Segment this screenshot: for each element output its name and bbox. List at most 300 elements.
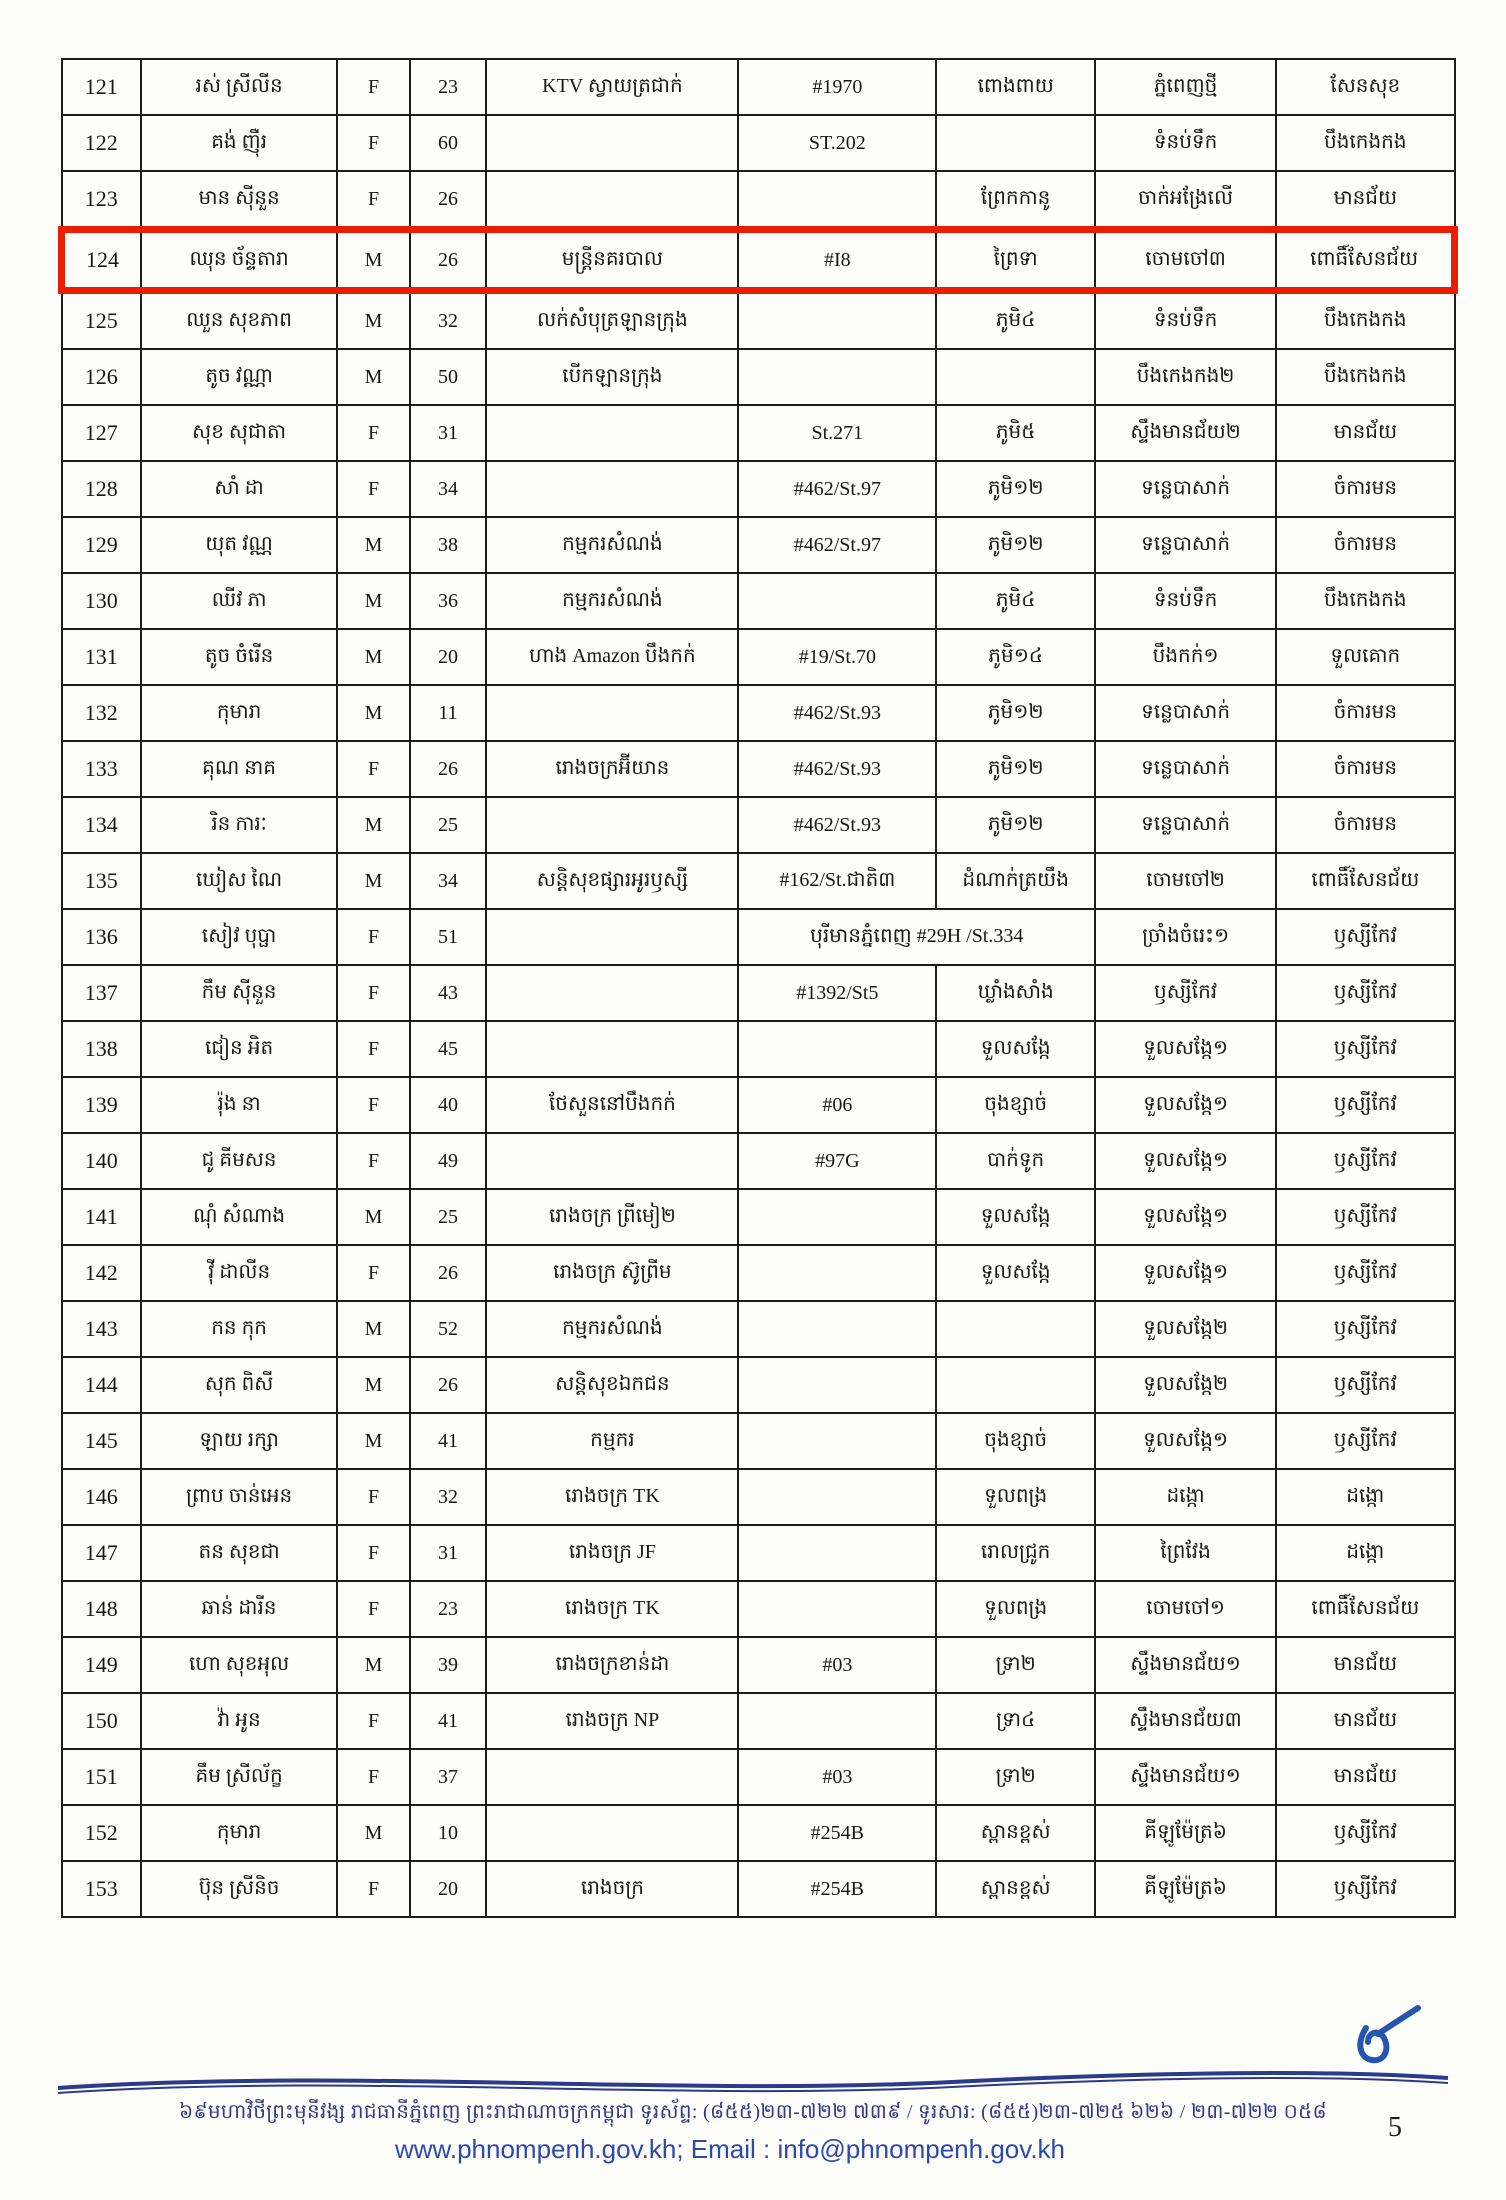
table-cell: #254B <box>738 1805 936 1861</box>
table-cell: ភូមិ១២ <box>936 517 1095 573</box>
table-cell: កម្មករ <box>486 1413 738 1469</box>
table-cell: 26 <box>410 171 487 230</box>
table-cell: 38 <box>410 517 487 573</box>
table-cell: រោងចក្រអ៊ីយាន <box>486 741 738 797</box>
table-cell: រោងចក្រ TK <box>486 1581 738 1637</box>
table-cell: ទួលពង្រ <box>936 1581 1095 1637</box>
table-cell: រោងចក្រ TK <box>486 1469 738 1525</box>
table-row <box>62 230 1455 291</box>
table-cell: ឫស្សីកែវ <box>1276 1805 1454 1861</box>
table-cell: #03 <box>738 1637 936 1693</box>
table-row <box>62 59 1455 115</box>
table-cell: 152 <box>62 1805 141 1861</box>
table-cell: 131 <box>62 629 141 685</box>
table-cell: 139 <box>62 1077 141 1133</box>
table-cell: ទំនប់ទឹក <box>1095 291 1276 350</box>
table-cell: ចុងខ្សាច់ <box>936 1413 1095 1469</box>
table-cell: សែនសុខ <box>1276 59 1454 115</box>
table-cell: 123 <box>62 171 141 230</box>
table-cell: ដំណាក់ត្រយឹង <box>936 853 1095 909</box>
table-cell: គឹម ស្រីល័ក្ខ <box>141 1749 337 1805</box>
table-cell: វ៉ី ដាលីន <box>141 1245 337 1301</box>
table-cell: ទួលសង្កែ១ <box>1095 1413 1276 1469</box>
table-row <box>62 291 1455 350</box>
table-cell: 127 <box>62 405 141 461</box>
table-cell: #462/St.93 <box>738 741 936 797</box>
table-row <box>62 629 1455 685</box>
table-cell: ទួលសង្កែ <box>936 1245 1095 1301</box>
table-cell: តន សុខជា <box>141 1525 337 1581</box>
table-cell: 153 <box>62 1861 141 1917</box>
table-row <box>62 853 1455 909</box>
table-cell: រោងចក្រខាន់ដា <box>486 1637 738 1693</box>
table-cell: 129 <box>62 517 141 573</box>
table-cell: 126 <box>62 349 141 405</box>
table-cell: 11 <box>410 685 487 741</box>
table-cell: 10 <box>410 1805 487 1861</box>
table-cell: ភូមិ១២ <box>936 797 1095 853</box>
table-cell <box>486 1749 738 1805</box>
table-cell: គីឡូម៉ែត្រ៦ <box>1095 1805 1276 1861</box>
table-cell: កឹម ស៊ីនួន <box>141 965 337 1021</box>
table-cell: M <box>337 1189 409 1245</box>
table-cell: ចំការមន <box>1276 461 1454 517</box>
table-cell: F <box>337 741 409 797</box>
table-cell: #462/St.97 <box>738 461 936 517</box>
table-cell: #1970 <box>738 59 936 115</box>
table-cell: បឹងកេងកង <box>1276 115 1454 171</box>
table-cell: 145 <box>62 1413 141 1469</box>
table-cell: 147 <box>62 1525 141 1581</box>
table-row <box>62 1021 1455 1077</box>
table-cell <box>738 349 936 405</box>
table-cell: ច្រាំងចំរេះ១ <box>1095 909 1276 965</box>
table-cell: 49 <box>410 1133 487 1189</box>
table-cell: #97G <box>738 1133 936 1189</box>
table-cell: ចំការមន <box>1276 741 1454 797</box>
table-cell: ទន្លេបាសាក់ <box>1095 517 1276 573</box>
table-cell: គុណ នាគ <box>141 741 337 797</box>
table-cell <box>936 115 1095 171</box>
table-cell: ដង្កោ <box>1095 1469 1276 1525</box>
table-cell: ឃ្លាំងសាំង <box>936 965 1095 1021</box>
table-cell: បុរីមានភ្នំពេញ #29H /St.334 <box>738 909 1095 965</box>
table-cell <box>738 1021 936 1077</box>
table-cell: ពោធិ៍សែនជ័យ <box>1276 1581 1454 1637</box>
table-cell: ទន្លេបាសាក់ <box>1095 461 1276 517</box>
table-cell: ដង្កោ <box>1276 1525 1454 1581</box>
table-cell <box>486 797 738 853</box>
table-cell <box>738 171 936 230</box>
table-cell: ទន្លេបាសាក់ <box>1095 685 1276 741</box>
table-cell: 31 <box>410 1525 487 1581</box>
table-cell: ឈីវ ភា <box>141 573 337 629</box>
table-cell: 51 <box>410 909 487 965</box>
table-cell: ស្ទឹងមានជ័យ៣ <box>1095 1693 1276 1749</box>
table-cell: ភូមិ១២ <box>936 741 1095 797</box>
table-cell: #254B <box>738 1861 936 1917</box>
table-cell: សន្តិសុខផ្សារអូរឫស្សី <box>486 853 738 909</box>
table-cell: 122 <box>62 115 141 171</box>
table-cell: #162/St.ជាតិ៣ <box>738 853 936 909</box>
table-cell: 136 <box>62 909 141 965</box>
table-cell: 125 <box>62 291 141 350</box>
table-cell: 132 <box>62 685 141 741</box>
table-row <box>62 573 1455 629</box>
table-row <box>62 1805 1455 1861</box>
table-cell: M <box>337 1805 409 1861</box>
table-cell: ព្រៃវែង <box>1095 1525 1276 1581</box>
table-cell: ភូមិ៤ <box>936 291 1095 350</box>
table-cell: #I8 <box>738 230 936 291</box>
table-cell: M <box>337 230 409 291</box>
table-cell <box>738 1469 936 1525</box>
pen-checkmark-icon <box>1352 2004 1430 2068</box>
table-cell: ចោមចៅ២ <box>1095 853 1276 909</box>
table-cell: 144 <box>62 1357 141 1413</box>
table-cell: 52 <box>410 1301 487 1357</box>
table-cell: 137 <box>62 965 141 1021</box>
table-row <box>62 461 1455 517</box>
table-cell: M <box>337 1637 409 1693</box>
table-cell: ទំនប់ទឹក <box>1095 573 1276 629</box>
table-cell: ភូមិ៤ <box>936 573 1095 629</box>
table-cell <box>486 1021 738 1077</box>
table-row <box>62 965 1455 1021</box>
page-number: 5 <box>1388 2112 1402 2143</box>
table-cell: ទួលគោក <box>1276 629 1454 685</box>
table-cell: ទួលសង្កែ១ <box>1095 1077 1276 1133</box>
table-cell: រិន ការៈ <box>141 797 337 853</box>
table-cell: ព្រៃទា <box>936 230 1095 291</box>
table-cell: 141 <box>62 1189 141 1245</box>
table-cell: ឫស្សីកែវ <box>1276 1861 1454 1917</box>
table-row <box>62 115 1455 171</box>
table-row <box>62 1189 1455 1245</box>
table-cell: ទួលសង្កែ១ <box>1095 1189 1276 1245</box>
table-cell: ឫស្សីកែវ <box>1276 1077 1454 1133</box>
table-cell: តូច វណ្ណា <box>141 349 337 405</box>
table-cell: ទួលសង្កែ១ <box>1095 1133 1276 1189</box>
table-cell: F <box>337 1581 409 1637</box>
table-cell: សន្តិសុខឯកជន <box>486 1357 738 1413</box>
table-cell: តូច ចំរើន <box>141 629 337 685</box>
table-cell: សុក ពិសី <box>141 1357 337 1413</box>
table-cell: ឡាយ រក្សា <box>141 1413 337 1469</box>
table-cell: មាន ស៊ីនួន <box>141 171 337 230</box>
table-cell: M <box>337 291 409 350</box>
table-cell: បឹងកេងកង <box>1276 573 1454 629</box>
table-cell: ឫស្សីកែវ <box>1095 965 1276 1021</box>
table-cell <box>936 1301 1095 1357</box>
table-cell: ទួលសង្កែ១ <box>1095 1021 1276 1077</box>
table-cell: 140 <box>62 1133 141 1189</box>
table-cell: ចោមចៅ៣ <box>1095 230 1276 291</box>
table-cell: ទំនប់ទឹក <box>1095 115 1276 171</box>
table-cell: 20 <box>410 1861 487 1917</box>
table-cell: ឆាន់ ដារីន <box>141 1581 337 1637</box>
table-cell: M <box>337 517 409 573</box>
table-cell: ភូមិ១២ <box>936 461 1095 517</box>
table-cell: ទួលសង្កែ <box>936 1189 1095 1245</box>
table-cell: ចាក់អង្រែលើ <box>1095 171 1276 230</box>
table-cell: ចុងខ្សាច់ <box>936 1077 1095 1133</box>
table-cell <box>738 1693 936 1749</box>
table-cell: ទ្រា២ <box>936 1749 1095 1805</box>
table-cell: 34 <box>410 461 487 517</box>
table-cell: ទន្លេបាសាក់ <box>1095 797 1276 853</box>
table-cell: M <box>337 1357 409 1413</box>
table-cell: សុខ សុជាតា <box>141 405 337 461</box>
table-cell: ពោធិ៍សែនជ័យ <box>1276 230 1454 291</box>
table-cell: 41 <box>410 1413 487 1469</box>
table-cell: M <box>337 629 409 685</box>
table-cell: 146 <box>62 1469 141 1525</box>
table-cell: កុមារា <box>141 1805 337 1861</box>
table-cell: 138 <box>62 1021 141 1077</box>
table-cell <box>738 1245 936 1301</box>
table-cell: កម្មករសំណង់ <box>486 517 738 573</box>
table-cell: St.271 <box>738 405 936 461</box>
table-cell: ព្រែកកានូ <box>936 171 1095 230</box>
table-cell: រោលជ្រូក <box>936 1525 1095 1581</box>
table-cell: 124 <box>62 230 141 291</box>
table-cell <box>486 909 738 965</box>
table-cell: F <box>337 1693 409 1749</box>
table-cell <box>486 965 738 1021</box>
table-cell <box>486 115 738 171</box>
table-cell: F <box>337 115 409 171</box>
table-cell: បឹងកេងកង២ <box>1095 349 1276 405</box>
table-cell: ហោ សុខអុល <box>141 1637 337 1693</box>
table-cell: 39 <box>410 1637 487 1693</box>
table-cell: ឫស្សីកែវ <box>1276 1133 1454 1189</box>
table-row <box>62 1413 1455 1469</box>
table-cell: រ៉ុង នា <box>141 1077 337 1133</box>
table-row <box>62 1861 1455 1917</box>
table-cell: 121 <box>62 59 141 115</box>
table-cell: F <box>337 1525 409 1581</box>
table-cell: កម្មករសំណង់ <box>486 1301 738 1357</box>
table-cell: ស្ទឹងមានជ័យ១ <box>1095 1749 1276 1805</box>
table-cell: M <box>337 853 409 909</box>
table-cell: 25 <box>410 797 487 853</box>
table-cell: #462/St.93 <box>738 685 936 741</box>
table-cell: ស្ពានខ្ពស់ <box>936 1861 1095 1917</box>
table-row <box>62 1245 1455 1301</box>
table-row <box>62 1637 1455 1693</box>
table-cell: ទួលសង្កែ២ <box>1095 1301 1276 1357</box>
table-cell: ឫស្សីកែវ <box>1276 1189 1454 1245</box>
footer-address-line: ៦៩មហាវិថីព្រះមុនីវង្ស រាជធានីភ្នំពេញ ព្រះរាជាណាចក្រកម្ពុជា ទូរស័ព្ទ: (៨៥៥)២៣-៧២២ ៧៣៩ / ទូរសារ: (៨៥៥)២៣-៧២៥ ៦២៦ / ២៣-៧២២ ០៥៨ <box>178 2101 1328 2123</box>
table-row <box>62 1077 1455 1133</box>
table-cell: 149 <box>62 1637 141 1693</box>
table-cell: ST.202 <box>738 115 936 171</box>
table-cell: ជៀន អិត <box>141 1021 337 1077</box>
table-cell: សៀវ បុប្ផា <box>141 909 337 965</box>
table-cell <box>936 1357 1095 1413</box>
table-cell: ឫស្សីកែវ <box>1276 1301 1454 1357</box>
table-cell: 142 <box>62 1245 141 1301</box>
table-cell: 31 <box>410 405 487 461</box>
table-cell: 32 <box>410 291 487 350</box>
table-cell: បាក់ទូក <box>936 1133 1095 1189</box>
table-cell: មានជ័យ <box>1276 1637 1454 1693</box>
table-cell: ភូមិ១២ <box>936 685 1095 741</box>
table-cell: ស្ពានខ្ពស់ <box>936 1805 1095 1861</box>
table-cell: 128 <box>62 461 141 517</box>
table-cell: 133 <box>62 741 141 797</box>
table-cell: បឹងកេងកង <box>1276 291 1454 350</box>
table-cell: 37 <box>410 1749 487 1805</box>
table-cell: ប៊ុន ស្រីនិច <box>141 1861 337 1917</box>
table-cell <box>738 1413 936 1469</box>
table-cell <box>738 1301 936 1357</box>
table-cell: 148 <box>62 1581 141 1637</box>
table-cell: វ៉ា អូន <box>141 1693 337 1749</box>
table-row <box>62 685 1455 741</box>
table-cell: កន កុក <box>141 1301 337 1357</box>
table-row <box>62 349 1455 405</box>
table-cell: ពោធិ៍សែនជ័យ <box>1276 853 1454 909</box>
table-cell: #06 <box>738 1077 936 1133</box>
table-cell: 135 <box>62 853 141 909</box>
table-cell: ឫស្សីកែវ <box>1276 1245 1454 1301</box>
table-cell: #462/St.93 <box>738 797 936 853</box>
table-cell <box>738 291 936 350</box>
table-cell <box>738 1357 936 1413</box>
table-cell: 26 <box>410 741 487 797</box>
table-cell: ឃៀស ណៃ <box>141 853 337 909</box>
table-row <box>62 741 1455 797</box>
table-cell: 40 <box>410 1077 487 1133</box>
table-cell: 50 <box>410 349 487 405</box>
table-cell: មានជ័យ <box>1276 405 1454 461</box>
table-row <box>62 171 1455 230</box>
table-cell: #03 <box>738 1749 936 1805</box>
resident-table-body <box>62 59 1455 1917</box>
table-cell: ទួលសង្កែ២ <box>1095 1357 1276 1413</box>
table-cell: M <box>337 1413 409 1469</box>
table-cell: 43 <box>410 965 487 1021</box>
table-cell: មានជ័យ <box>1276 1693 1454 1749</box>
table-cell: 151 <box>62 1749 141 1805</box>
table-cell: លក់សំបុត្រឡានក្រុង <box>486 291 738 350</box>
table-cell: ឫស្សីកែវ <box>1276 1413 1454 1469</box>
table-row <box>62 405 1455 461</box>
table-cell: ស្ទឹងមានជ័យ១ <box>1095 1637 1276 1693</box>
table-cell: ទន្លេបាសាក់ <box>1095 741 1276 797</box>
table-cell: M <box>337 1301 409 1357</box>
table-cell: 26 <box>410 1245 487 1301</box>
table-cell <box>738 1525 936 1581</box>
table-cell: 20 <box>410 629 487 685</box>
table-cell: ទួលសង្កែ១ <box>1095 1245 1276 1301</box>
table-cell: 23 <box>410 59 487 115</box>
table-cell: បឹងកេងកង <box>1276 349 1454 405</box>
table-cell: កម្មករសំណង់ <box>486 573 738 629</box>
table-cell: KTV ស្វាយត្រជាក់ <box>486 59 738 115</box>
table-cell: ភ្នំពេញថ្មី <box>1095 59 1276 115</box>
table-cell: 25 <box>410 1189 487 1245</box>
table-row <box>62 797 1455 853</box>
table-cell: #1392/St5 <box>738 965 936 1021</box>
table-cell: បឹងកក់១ <box>1095 629 1276 685</box>
table-cell: 130 <box>62 573 141 629</box>
table-cell <box>486 1805 738 1861</box>
table-cell: ភូមិ១៤ <box>936 629 1095 685</box>
table-cell: M <box>337 685 409 741</box>
table-row <box>62 1693 1455 1749</box>
table-cell: F <box>337 1021 409 1077</box>
table-cell: ទ្រា២ <box>936 1637 1095 1693</box>
table-cell: 26 <box>410 230 487 291</box>
table-cell: ចំការមន <box>1276 517 1454 573</box>
table-cell: F <box>337 1469 409 1525</box>
table-cell: 134 <box>62 797 141 853</box>
table-cell: ឫស្សីកែវ <box>1276 909 1454 965</box>
table-cell: #19/St.70 <box>738 629 936 685</box>
table-cell: បើកឡានក្រុង <box>486 349 738 405</box>
table-cell: ឫស្សីកែវ <box>1276 1021 1454 1077</box>
table-cell: មន្ត្រីនគរបាល <box>486 230 738 291</box>
table-cell: ឈួន សុខភាព <box>141 291 337 350</box>
table-cell <box>486 1133 738 1189</box>
table-cell: F <box>337 1133 409 1189</box>
table-cell: គីឡូម៉ែត្រ៦ <box>1095 1861 1276 1917</box>
resident-table <box>58 58 1458 1918</box>
table-cell: M <box>337 797 409 853</box>
table-cell: រោងចក្រ JF <box>486 1525 738 1581</box>
table-cell <box>486 405 738 461</box>
table-cell: F <box>337 965 409 1021</box>
table-cell: F <box>337 461 409 517</box>
table-cell: ជូ គីមសន <box>141 1133 337 1189</box>
table-cell: យុត វណ្ណ <box>141 517 337 573</box>
table-cell: F <box>337 171 409 230</box>
table-cell: ចំការមន <box>1276 797 1454 853</box>
table-cell: F <box>337 1245 409 1301</box>
table-cell: មានជ័យ <box>1276 171 1454 230</box>
table-cell: ចោមចៅ១ <box>1095 1581 1276 1637</box>
table-cell: 34 <box>410 853 487 909</box>
table-cell: F <box>337 1861 409 1917</box>
table-row <box>62 1525 1455 1581</box>
table-cell: 32 <box>410 1469 487 1525</box>
table-cell: រស់ ស្រីលីន <box>141 59 337 115</box>
table-cell <box>738 573 936 629</box>
table-cell: M <box>337 349 409 405</box>
table-cell <box>486 171 738 230</box>
table-cell: ថែសួននៅបឹងកក់ <box>486 1077 738 1133</box>
table-cell <box>738 1581 936 1637</box>
table-cell: F <box>337 909 409 965</box>
table-cell: ទ្រា៤ <box>936 1693 1095 1749</box>
table-cell: គង់ ញ៉ឺរ <box>141 115 337 171</box>
table-cell: #462/St.97 <box>738 517 936 573</box>
table-cell: ព្រាប ចាន់អេន <box>141 1469 337 1525</box>
table-cell: 26 <box>410 1357 487 1413</box>
table-cell: ស្ទឹងមានជ័យ២ <box>1095 405 1276 461</box>
footer-divider-wave <box>52 2066 1454 2100</box>
table-cell: សាំ ដា <box>141 461 337 517</box>
table-cell: 45 <box>410 1021 487 1077</box>
table-cell: M <box>337 573 409 629</box>
table-cell: រោងចក្រ NP <box>486 1693 738 1749</box>
table-cell: ហាង Amazon បឹងកក់ <box>486 629 738 685</box>
table-cell: រោងចក្រ ស៊ូព្រីម <box>486 1245 738 1301</box>
table-cell: ពោងពាយ <box>936 59 1095 115</box>
